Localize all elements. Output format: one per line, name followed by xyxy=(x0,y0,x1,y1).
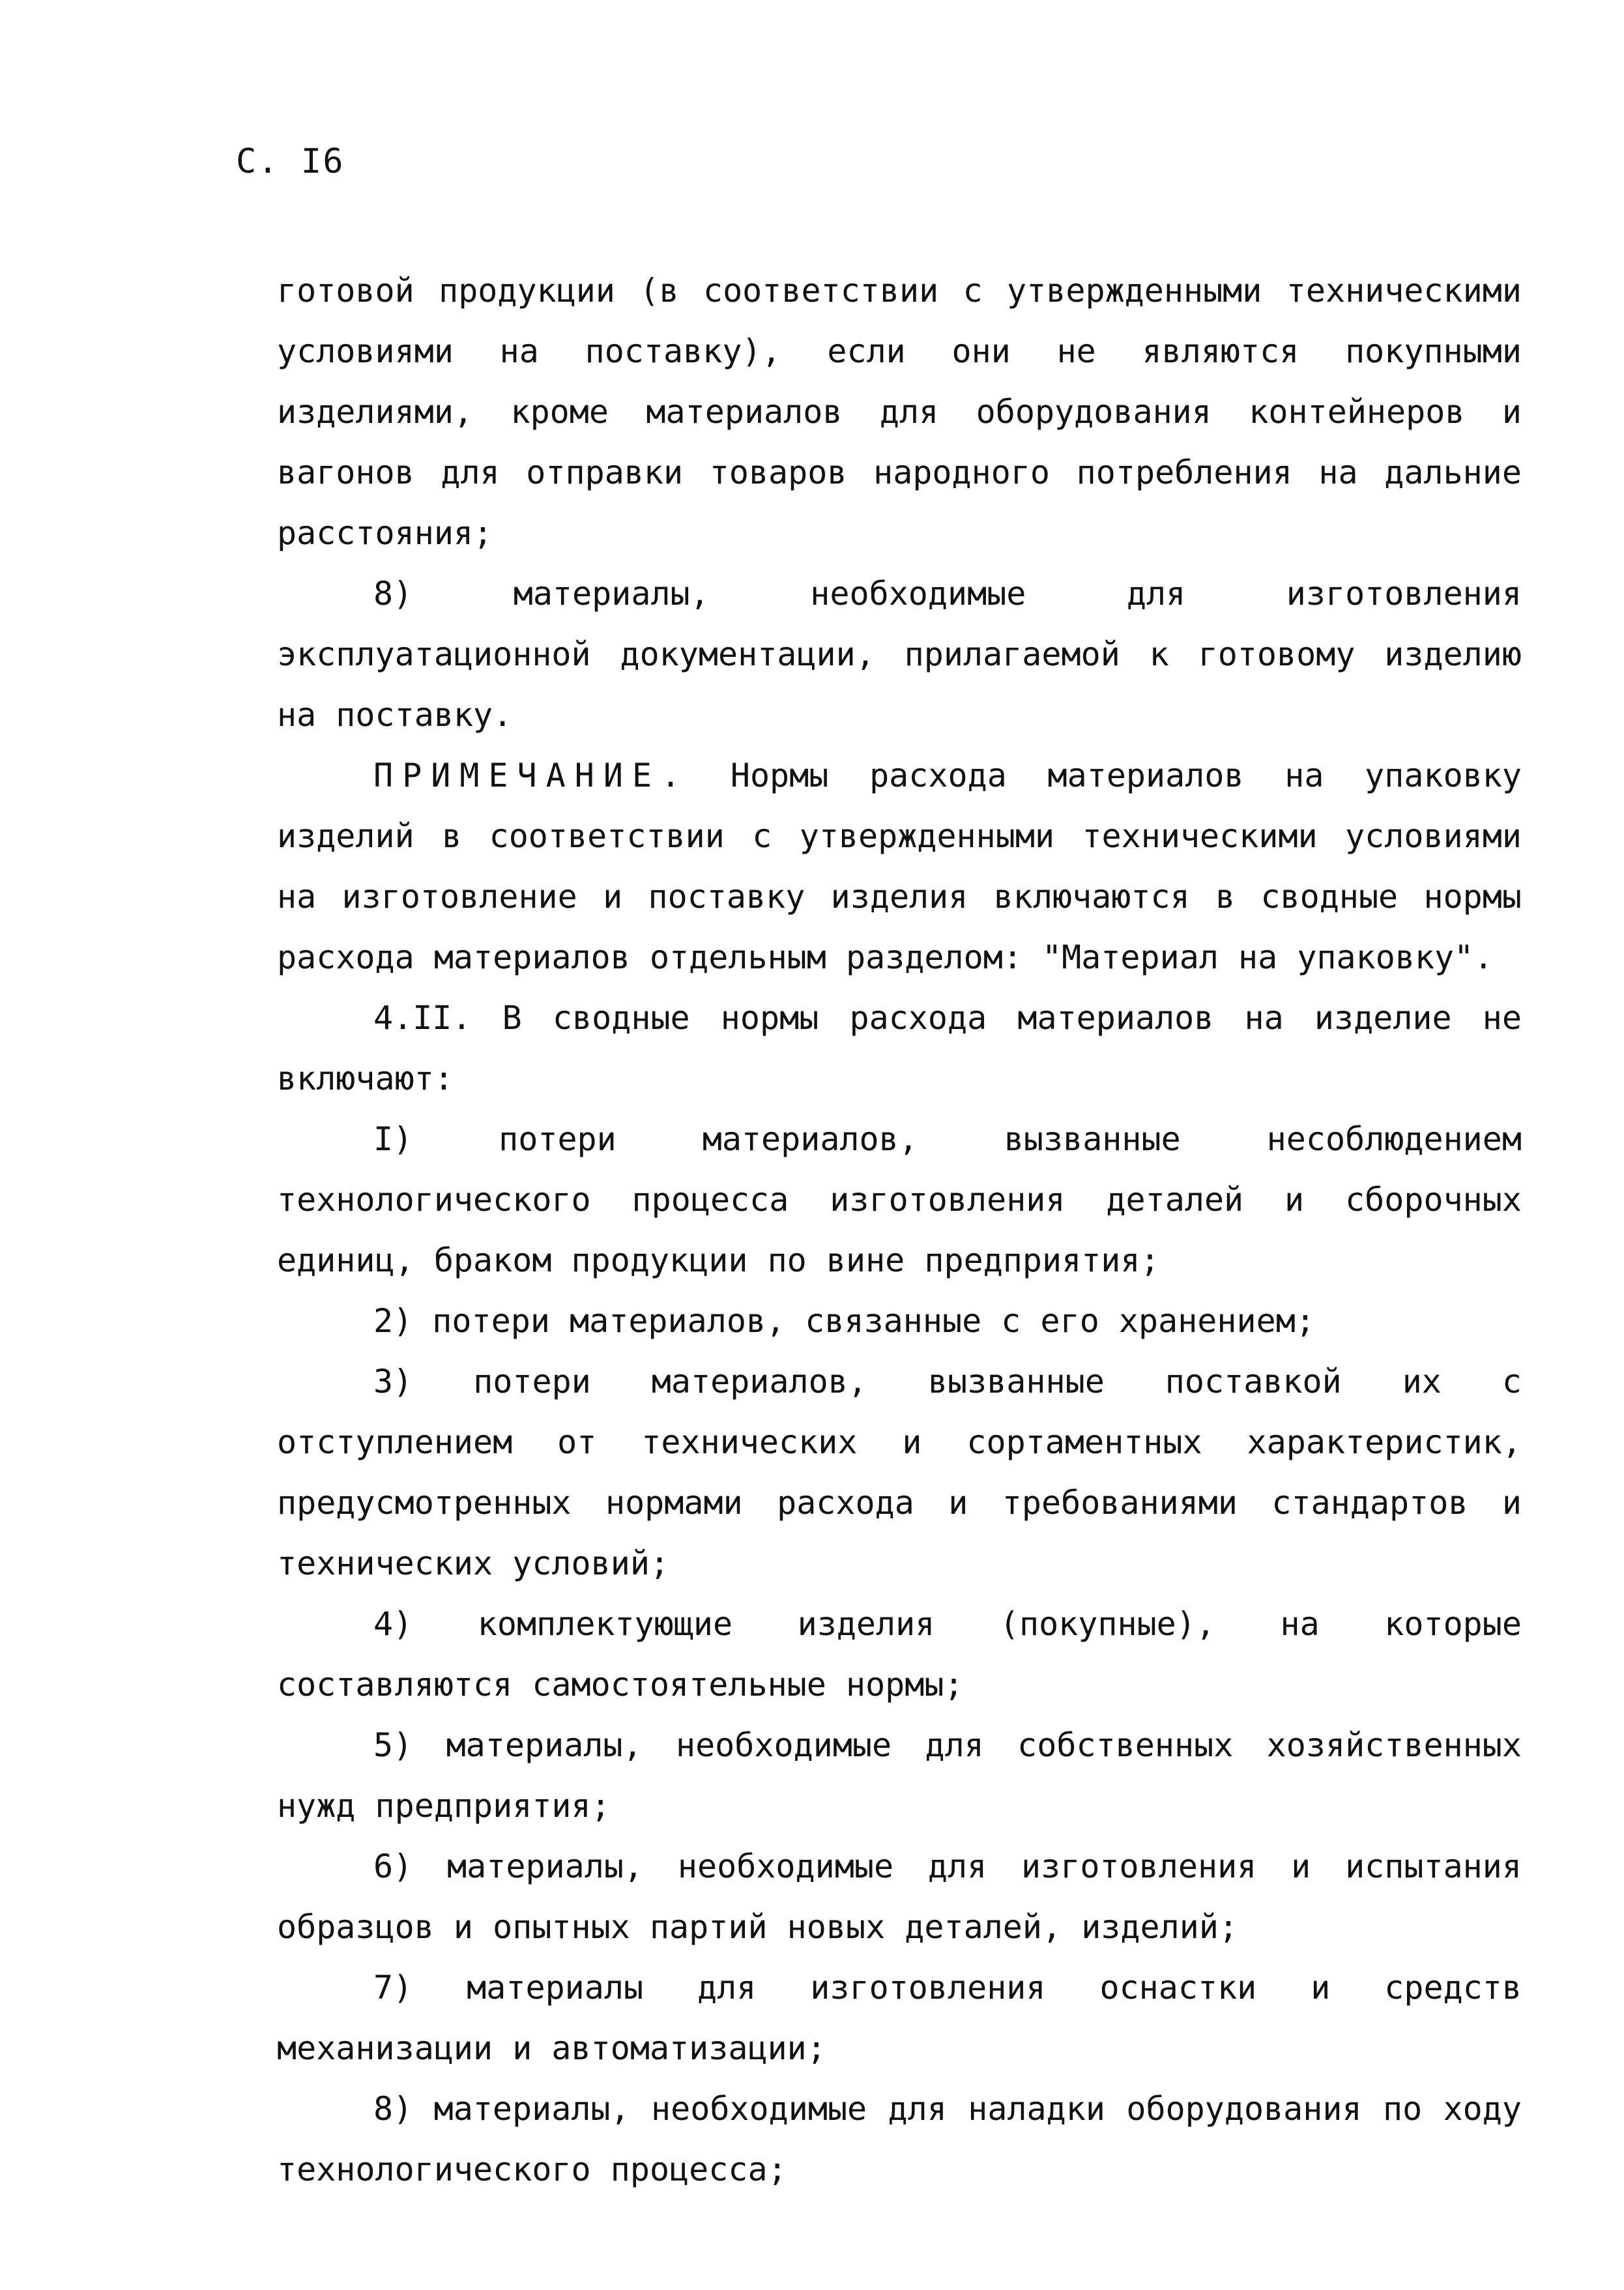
list-item-2: 2) потери материалов, связанные с его хранением; xyxy=(373,1302,1315,1340)
list-item-5: 5) материалы, необходимые для собственных хозяйственных нужд предприятия; xyxy=(277,1726,1522,1825)
list-item-4: 4) комплектующие изделия (покупные), на которые составляются самостоятельные нормы; xyxy=(277,1605,1522,1703)
list-item-8: 8) материалы, необходимые для наладки оборудования по ходу технологического процесса; xyxy=(277,2090,1522,2188)
list-item-6: 6) материалы, необходимые для изготовления и испытания образцов и опытных партий новых деталей, изделий; xyxy=(277,1848,1522,1946)
list-item-7: 7) материалы для изготовления оснастки и средств механизации и автоматизации; xyxy=(277,1969,1522,2067)
paragraph-note xyxy=(277,746,1522,988)
paragraph-continuation: готовой продукции (в соответствии с утвержденными техническими условиями на поставку), если они не являются покупными изделиями, кроме материалов для оборудования контейнеров и вагонов для отправки товаров народного потребления на дальние расстояния; xyxy=(277,272,1522,552)
paragraph-item-8-documentation: 8) материалы, необходимые для изготовления эксплуатационной документации, прилагаемой к готовому изделию на поставку. xyxy=(277,575,1522,734)
note-label: ПРИМЕЧАНИЕ. xyxy=(373,757,690,794)
document-body xyxy=(277,261,1522,2200)
paragraph-section-4-11: 4.II. В сводные нормы расхода материалов на изделие не включают: xyxy=(277,999,1522,1097)
note-text: Нормы расхода материалов на упаковку изделий в соответствии с утвержденными техническими условиями на изготовление и поставку изделия включаются в сводные нормы расхода материалов отдельным разделом: "Материал на упаковку". xyxy=(277,757,1522,976)
list-item-1: I) потери материалов, вызванные несоблюдением технологического процесса изготовления деталей и сборочных единиц, браком продукции по вине предприятия; xyxy=(277,1120,1522,1279)
page-number: С. I6 xyxy=(236,142,345,181)
list-item-3: 3) потери материалов, вызванные поставкой их с отступлением от технических и сортаментных характеристик, предусмотренных нормами расхода и требованиями стандартов и технических условий; xyxy=(277,1363,1522,1582)
